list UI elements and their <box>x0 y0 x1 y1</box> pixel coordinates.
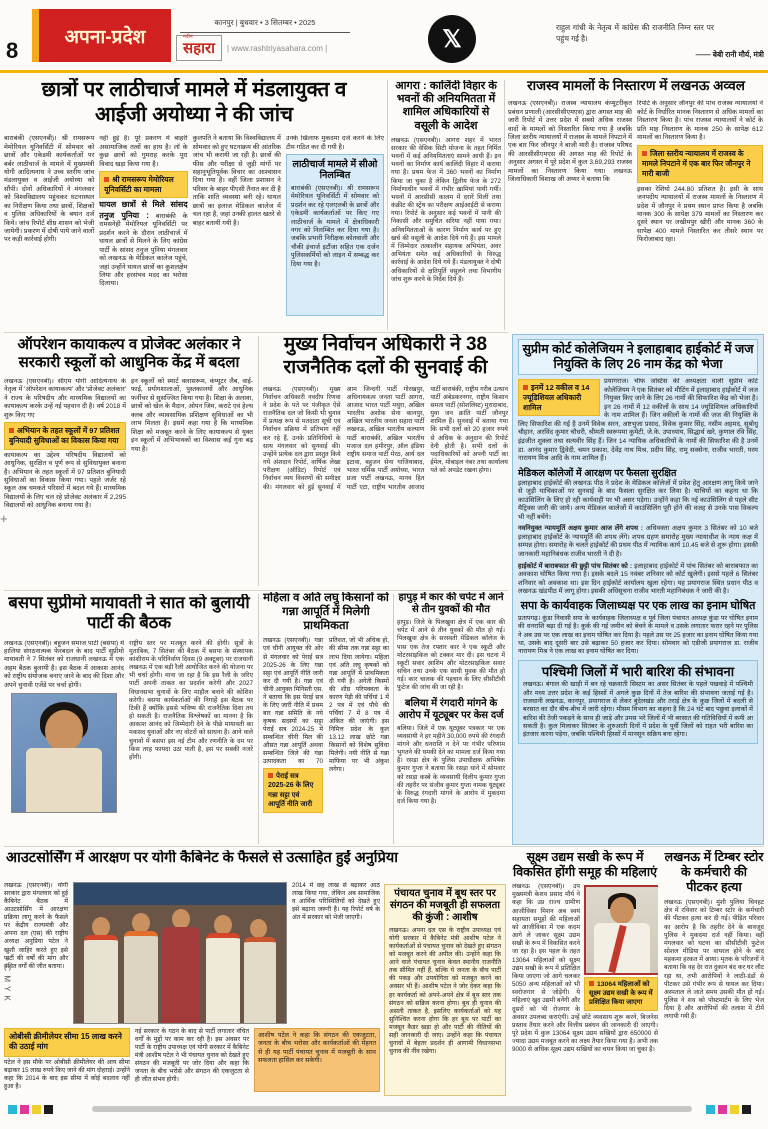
story-collegium <box>518 339 758 464</box>
highlight-box: ओबीसी क्रीमीलेयर सीमा 15 लाख करने की उठाई मांग <box>4 1028 130 1057</box>
article-timber-murder <box>664 850 764 1097</box>
article-column: इसका रेशियो 244.80 प्रतिशत है। इसी के साथ जनपदीय न्यायालयों में राजस्व मामलों के निस्तारण में प्रदेश में जौनपुर ने प्रथम स्थान प्राप्त किया है जबकि मानक 300 के सापेक्ष 379 मामलों का निस्तारण कर दूसरे स्थान पर लखीमपुर खीरी और मानक 360 के सापेक्ष 400 मामले निस्तारित कर तीसरे स्थान पर फिरोजाबाद रहा। <box>637 185 763 244</box>
dateline: कानपुर | बुधवार • 3 सितम्बर • 2025 <box>180 18 350 33</box>
registration-cross-icon: + <box>0 512 8 526</box>
article-column: इन स्कूलों को स्मार्ट क्लासरूम, कंप्यूटर लैब, वाई-फाई, प्रयोगशालाओं, पुस्तकालयों और आधुनिक फर्नीचर से सुसज्जित किया गया है। शिक्षा के अलावा, छात्रों को खेल के मैदान, ओपन जिम, कराटे एवं हेल्थ क्लब और व्यावसायिक प्रशिक्षण सुविधाओं का भी लाभ मिलता है। इसमें कहा गया है कि माध्यमिक शिक्षा को मजबूत करने के लिए कायाकल्प से युक्त इन स्कूलों में अभिभावकों का विश्वास कई गुना बढ़ गया है। <box>131 378 253 453</box>
article-headline: सूक्ष्म उद्यम सखी के रूप में विकसित होंगी समूह की महिलाएं <box>512 850 658 879</box>
cmyk-square-yellow <box>730 1105 739 1114</box>
column-rule <box>504 80 505 330</box>
article-headline: मुख्य निर्वाचन अधिकारी ने 38 राजनैतिक दलों की सुनवाई की <box>283 334 488 378</box>
section-title-box <box>32 9 171 62</box>
highlight-box: अभियान के तहत स्कूलों में 97 प्रतिशत बुनियादी सुविधाओं का विकास किया गया <box>4 422 126 450</box>
pull-quote-highlight: आशीष पटेल ने कहा कि संगठन की एकजुटता, जनता के बीच भरोसा और कार्यकर्ताओं की मेहनत से ही यह पार्टी पंचायत चुनाव में मजबूती के साथ सफलता हासिल कर सकेगी। <box>254 1028 380 1092</box>
article-headline: सपा के कार्यवाहक जिलाध्यक्ष पर एक लाख का इनाम घोषित <box>520 599 756 612</box>
highlight-box: श्री रामसरूप मेमोरियल यूनिवर्सिटी का मामला <box>99 171 187 199</box>
article-body: लखनऊ (एसएनबी)। उप मुख्यमंत्री केशव प्रसाद मौर्य ने कहा कि उप्र राज्य ग्रामीण आजीविका मिशन अब स्वयं सहायता समूहों की महिलाओं को आजीविका में एक कदम आगे ले जाकर सूक्ष्म उद्यम सखी के रूप में विकसित करने जा रहा है। इस पहल के तहत 13064 महिलाओं को सूक्ष्म उद्यम सखी के रूप में प्रशिक्षित किया जाएगा जो आगे चलकर 5050 अन्य महिलाओं को भी स्वरोजगार से जोड़ेंगी। ये महिलाएं खुद उद्यमी बनेंगी और दूसरों को भी रोजगार के अवसर उपलब्ध कराएंगी। उन्हें छोटे व्यवसाय शुरू करने, बिजनेस प्रस्ताव तैयार करने और वित्तीय प्रबंधन की जानकारी दी जाएगी। पूरे प्रदेश में कुल 13064 सूक्ष्म उद्यम सखियों द्वारा 650000 से ज्यादा उद्यम मजबूत करने का लक्ष्य तैयार किया गया है। अभी तक 9000 से अधिक सूक्ष्म उद्यम सखियों का चयन किया जा चुका है। <box>512 883 658 1054</box>
article-headline: बसपा सुप्रीमो मायावती ने सात को बुलायी पार्टी की बैठक <box>8 594 250 632</box>
article-bsp-meeting <box>4 594 254 844</box>
website: | www.rashtriyasahara.com | <box>227 43 328 53</box>
cmyk-square-black <box>44 1105 53 1114</box>
brand-super: नवीन <box>183 34 193 40</box>
row-rule <box>4 846 764 847</box>
article-headline: छात्रों पर लाठीचार्ज मामले में मंडलायुक्त व आईजी अयोध्या ने की जांच <box>41 78 347 126</box>
story-medical-reservation <box>518 468 758 597</box>
bullet-icon <box>523 385 528 390</box>
boxed-story-co-suspended <box>286 154 384 316</box>
article-headline: सुप्रीम कोर्ट कोलेजियम ने इलाहाबाद हाईकोर्ट में जज नियुक्ति के लिए 26 नाम केंद्र को भेजा <box>518 339 758 375</box>
mayawati-photo <box>11 693 117 813</box>
brand-logo: सहारा <box>183 40 216 57</box>
keshav-maurya-photo <box>584 885 658 975</box>
article-body: बलिया। जिले में एक यूट्यूबर पत्रकार पर एक व्यवसायी ने हर महीने 30,000 रुपये की रंगदारी मांगने और धनराशि न देने पर गंभीर परिणाम भुगतने की धमकी देने का मामला दर्ज किया गया है। रसड़ा क्षेत्र के पुलिस उपाधीक्षक अभिषेक कुमार गुप्ता ने बताया कि रसड़ा थाने में सोमवार को रसड़ा कस्बे के व्यवसायी दिलीप कुमार गुप्ता की तहरीर पर संजीव कुमार गुप्ता नामक यूट्यूबर के विरुद्ध रंगदारी मांगने के आरोप में मुकदमा दर्ज किया गया है। <box>397 724 505 806</box>
cabinet-event-photo <box>73 882 287 1024</box>
article-column: बाराबंकी के रामसनेही मेमोरियल यूनिवर्सिटी पर प्रदर्शन करने के दौरान लाठीचार्ज में घायल छात्रों से मिलने के लिए कांग्रेस पार्टी के सांसद तनुज पुनिया मंगलवार को लखनऊ के मेडिकल कालेज पहुंचे, जहां उन्होंने घायल छात्रों का कुशलक्षेम लिया और हरसंभव मदद का भरोसा दिलाया। <box>99 212 188 288</box>
article-headline: आगरा : कालिंदी विहार के भवनों की अनियमितता में शामिल अधिकारियों से वसूली के आदेश <box>395 80 497 132</box>
cmyk-square-cyan <box>8 1105 17 1114</box>
article-nirvachan <box>263 334 508 588</box>
article-udyam-sakhi <box>512 850 658 1097</box>
article-paragraph: नवनियुक्त न्यायमूर्ति अक्षय कुमार आज लेंगे शपथ : अधिवक्ता अक्षय कुमार 3 सितंबर को 10 बजे इलाहाबाद हाईकोर्ट के न्यायमूर्ति की शपथ लेंगे। शपथ ग्रहण समारोह मुख्य न्यायाधीश के न्याय कक्ष में सम्पन्न होगा। समारोह के चलते हाईकोर्ट की प्रथम पीठ में न्यायिक कार्य 10.45 बजे से शुरू होगा। इसकी जानकारी महानिबंधक राजीव भारती ने दी है। <box>518 525 758 558</box>
article-body: लखनऊ (एसएनबी)। मुंशी पुलिया चिनहट क्षेत्र में रविवार को टिम्बर स्टोर के कर्मचारी की पीटकर हत्या कर दी गई। पीड़ित परिवार का आरोप है कि तहरीर देने के बावजूद पुलिस ने मुकदमा दर्ज नहीं किया। वहीं मंगलवार को घटना का सीसीटीवी फुटेज सोशल मीडिया पर वायरल होने के बाद महकमा हरकत में आया। मृतक के परिजनों ने बताया कि वह देर रात दुकान बंद कर घर लौट रहा था, तभी आरोपियों ने लाठी-डंडों से पीटकर उसे गंभीर रूप से घायल कर दिया। अस्पताल ले जाते समय उसकी मौत हो गई। पुलिस ने शव को पोस्टमार्टम के लिए भेज दिया है और आरोपियों की तलाश में टीमें लगायी गयी हैं। <box>664 899 764 1021</box>
story-sapa-reward <box>518 600 758 657</box>
article-headline: बलिया में रंगदारी मांगने के आरोप में यूट्यूबर पर केस दर्ज <box>398 697 504 721</box>
photo-caption: 13064 महिलाओं को सूक्ष्म उद्यम सखी के रूप में प्रशिक्षित किया जाएगा <box>584 977 658 1011</box>
story-rain-forecast <box>518 660 758 744</box>
article-headline: लखनऊ में टिम्बर स्टोर के कर्मचारी की पीटकर हत्या <box>664 850 764 894</box>
article-body: प्रयागराज। चीफ जस्टिस की अध्यक्षता वाली सुप्रीम कोर्ट कोलेजियम ने एक सितंबर को मीटिंग में इलाहाबाद हाईकोर्ट में जज नियुक्त किए जाने के लिए 26 नामों की सिफारिश केंद्र को भेजा है। इन 26 नामों में 12 वकीलों के साथ 14 ज्यूडिशियल अधिकारियों के नाम शामिल हैं। जिन वकीलों के नामों की जज की नियुक्ति के लिए सिफारिश की गई है उनमें विवेक सरन, अष्टभुजा प्रसाद, विवेक कुमार सिंह, नसीम अहमद, सुबोधु चौहान, अरविंद कुमार चौधरी, श्रीमती स्वरूपमा कुमेटी, जे.के. उपाध्याय, सिद्धार्थ खरे, कुणाल रवि सिंह, इंद्रजीत शुक्ला तथा सत्यवीर सिंह हैं। जिन 14 न्यायिक अधिकारियों के नामों की सिफारिश की है उनमें डा. आनंद कुमार द्विवेदी, चमन प्रकाश, देवेंद्र नाथ मिश्र, प्रदीप सिंह, रामू सक्सेना, राजीव भारती, परम नारायण मिश्र आदि के नाम शामिल हैं। <box>518 378 758 463</box>
cmyk-square-yellow <box>32 1105 41 1114</box>
bullet-icon <box>268 773 273 778</box>
article-column: लखनऊ (एसएनबी)। राजस्व न्यायालय कंप्यूटरीकृत प्रबंधन प्रणाली (आरसीसीएमएस) द्वारा अगस्त माह की जारी रिपोर्ट में उत्तर प्रदेश में सबसे अधिक राजस्व वादों के मामलों को निस्तारित किया गया है जबकि जिला स्तरीय न्यायालयों में राजस्व के मामले निपटाने में एक बार फिर जौनपुर ने बाजी मारी है। राजस्व परिषद की आरसीसीएमएस की अगस्त माह की रिपोर्ट के अनुसार अगस्त में पूरे प्रदेश में कुल 3,69,293 राजस्व मामलों का निस्तारण किया गया। लखनऊ जिलाधिकारी विशाख जी अय्यर ने बताया कि <box>508 100 632 184</box>
article-headline: आउटसोर्सिंग में आरक्षण पर योगी कैबिनेट के फैसले से उत्साहित हुईं अनुप्रिया <box>6 850 398 866</box>
article-headline: ऑपरेशन कायाकल्प व प्रोजेक्ट अलंकार ने सरकारी स्कूलों को आधुनिक केंद्र में बदला <box>17 336 241 371</box>
section-title: अपना-प्रदेश <box>64 26 146 48</box>
cmyk-square-black <box>742 1105 751 1114</box>
masthead-rule <box>0 70 768 73</box>
highlight-box: इनमें 12 वकील व 14 ज्यूडिशियल अधिकारी शामिल <box>518 379 600 416</box>
article-column: कुलपति ने बताया कि विश्वविद्यालय में सोमवार को हुए घटनाक्रम की आंतरिक जांच भी करायी जा रही है। छात्रों की फीस और परीक्षा से जुड़ी मांगों पर सहानुभूतिपूर्वक विचार का आश्वासन दिया गया है। वहीं जिला प्रशासन ने परिसर के बाहर पीएसी तैनात कर दी है ताकि शांति व्यवस्था बनी रहे। घायल छात्रों का इलाज मेडिकल कालेज में चल रहा है, जहां उनकी हालत खतरे से बाहर बतायी गयी है। <box>192 135 281 227</box>
sub-headline: घायल छात्रों से मिले सांसद तनुज पुनिया : <box>99 200 188 220</box>
article-body: प्रतापगढ़। कुंडा निवासी सपा के कार्यवाहक जिलाध्यक्ष व पूर्व जिला पंचायत अध्यक्ष कुंडा पर घोषित इनाम की धनराशि बढ़ा दी गई है। कुर्क की गई जमीन को बेचने के मामले व उसके लगातार फरार रहने पर पुलिस ने अब उस पर एक लाख का इनाम घोषित कर दिया है। पहले उस पर 25 हजार का इनाम घोषित किया गया था, उसके बाद दूसरी बार उसे बढ़ाकर 50 हजार कर दिया। सोमवार को एडीजी प्रयागराज डा. राजीव नारायण मिश्र ने एक लाख का इनाम घोषित कर दिया। <box>518 615 758 656</box>
article-paragraph: इलाहाबाद हाईकोर्ट की लखनऊ पीठ ने प्रदेश के मेडिकल कॉलेजों में प्रवेश हेतु आरक्षण लागू किये जाने से जुड़ी याचिकाओं पर सुनवाई के बाद फैसला सुरक्षित कर लिया है। याचियों का कहना था कि काउंसिलिंग के लिए हो रही कार्यवाही पर भी असर पड़ेगा। उन्होंने कहा कि नई काउंसिलिंग से पहले सीट मैट्रिक्स जारी की जाये। अन्य मेडिकल कालेजों में काउंसिलिंग पूरी होने की वजह से उनके पास विकल्प भी नहीं बचेंगे। <box>518 479 758 521</box>
row-rule <box>4 332 508 333</box>
x-logo-icon: 𝕏 <box>428 15 476 63</box>
article-column: लखनऊ (एसएनबी)। योगी सरकार द्वारा मंगलवार को हुई कैबिनेट बैठक में आउटसोर्सिंग में आरक्षण प्रक्रिया लागू करने के फैसले पर केंद्रीय राज्यमंत्री और अपना दल (एस) की राष्ट्रीय अध्यक्ष अनुप्रिया पटेल ने खुशी जाहिर करते हुए इसे पार्टी की वर्षों की मांग और वंचित वर्गों की जीत बताया। <box>4 882 68 970</box>
column-briefs <box>397 592 505 844</box>
article-headline: पंचायत चुनाव में बूथ स्तर पर संगठन की मजबूती ही सफलता की कुंजी : आशीष <box>390 888 500 923</box>
article-column: नई सरकार के गठन के बाद से पार्टी लगातार वंचित वर्गों के मुद्दों पर काम कर रही है। इस अवसर पर पार्टी के राष्ट्रीय उपाध्यक्ष एवं योगी सरकार में कैबिनेट मंत्री आशीष पटेल ने भी पंचायत चुनाव को देखते हुए संगठन की मजबूती पर जोर दिया और कहा कि जनता के बीच भरोसे और संगठन की एकजुटता से ही जीत संभव होगी। <box>134 1028 249 1084</box>
article-column: राष्ट्रीय स्तर पर मजबूत करने की होगी। सूत्रों के मुताबिक, 7 सितंबर की बैठक में बसपा के संस्थापक कांशीराम के परिनिर्वाण दिवस (9 अक्टूबर) पर राजधानी लखनऊ में एक बड़ी रैली आयोजित करने की योजना पर भी चर्चा होगी। माना जा रहा है कि इस रैली के जरिए पार्टी अपनी ताकत का प्रदर्शन करेगी और 2027 विधानसभा चुनावों के लिए माहौल बनाने की कोशिश करेगी। बसपा कार्यकर्ताओं की निगाहें इस बैठक पर टिकी हैं क्योंकि इससे भविष्य की राजनैतिक दिशा तय हो सकती है। राजनैतिक विश्लेषकों का मानना है कि आकाश आनंद को जिम्मेदारी देने के पीछे मायावती का मकसद युवाओं और नए वोटरों को साधना है। आने वाले चुनावों में बसपा इस नई टीम और रणनीति के दम पर किस तरह फायदा उठा पाती है, इस पर सबकी नजरें होंगी। <box>129 639 253 761</box>
article-paragraph: हाईकोर्ट में बाराबफात की छुट्टी पांच सितंबर को : इलाहाबाद हाईकोर्ट में पांच सितंबर को बाराबफात का अवकाश घोषित किया गया है। इसके बदले 15 नवंबर शनिवार को कोर्ट खुलेगी। इससे पहले 6 सितंबर शनिवार को अवकाश था। इस दिन हाईकोर्ट कार्यालय खुला रहेगा। यह प्रयागराज स्थित प्रधान पीठ व लखनऊ खंडपीठ में लागू होगा। इसकी अधिसूचना राजीव भारती महानिबंधक ने जारी की है। <box>518 562 758 596</box>
article-column: बाराबंकी (एसएनबी)। श्री रामसरूप मेमोरियल यूनिवर्सिटी में सोमवार को छात्रों और एकेडमी कार्यकर्ताओं पर बर्बर लाठीचार्ज के मामले में मुख्यमंत्री योगी आदित्यनाथ ने उच्च स्तरीय जांच मंडलायुक्त व आईजी अयोध्या को सौंपी। दोनों अधिकारियों ने मंगलवार को विश्वविद्यालय पहुंचकर घटनास्थल का निरीक्षण किया तथा छात्रों, शिक्षकों व पुलिस अधिकारियों के बयान दर्ज किये। जांच रिपोर्ट शीघ्र शासन को भेजी जायेगी। प्रकरण में दोषी पाये जाने वालों पर कड़ी कार्रवाई होगी। <box>4 135 95 244</box>
bullet-icon <box>104 177 109 182</box>
article-column: उनके खिलाफ मुकदमा दर्ज करने के लिए टीम गठित कर दी गयी है। <box>285 135 384 151</box>
runin-headline: हाईकोर्ट में बाराबफात की छुट्टी पांच सितंबर को : <box>518 562 633 570</box>
cmyk-square-magenta <box>20 1105 29 1114</box>
article-body: लखनऊ (एसएनबी)। मुख्य निर्वाचन अधिकारी नवदीप रिणवा ने प्रदेश के पते पर पंजीकृत ऐसे राजनैतिक दल जो किसी भी चुनाव में प्रत्यक्ष रूप से मतदाता सूची एवं निर्वाचन प्रक्रिया में प्रतिभाग नहीं कर रहे हैं, उनके प्रतिनिधियों के साथ मंगलवार को सुनवाई की। उन्होंने प्रत्येक दल द्वारा प्रस्तुत किये गये अंशदान रिपोर्ट, वार्षिक लेखा परीक्षण (ऑडिट) रिपोर्ट एवं निर्वाचन व्यय विवरणों की समीक्षा की। मंगलवार को हुई सुनवाई में आम जिन्दगी पार्टी गोरखपुर, अधिनायकत्व जनता पार्टी आगरा, आजाद भारत पार्टी मथुरा, अखिल भारतीय अशोक सेना कानपुर, अखिल भारतीय जनता सहारा पार्टी लखनऊ, अखिल भारतीय कल्याण पार्टी बाराबंकी, अखिल भारतीय मजाज दल हमीरपुर, ऑल इंडिया राष्ट्रीय समाज पार्टी मेरठ, आर्य दल इटावा, बहुजन सेना गाजियाबाद, भारत धर्मिक पार्टी अयोध्या, भारत प्रजा पार्टी लखनऊ, मानव हित पार्टी एटा, राष्ट्रीय भारतीय आजाद पार्टी बाराबंकी, राष्ट्रीय गरीब उत्थान पार्टी अंबेडकरनगर, राष्ट्रीय किसान समता पार्टी (सोशलिस्ट) मुरादाबाद, युवा जन क्रांति पार्टी जौनपुर शामिल हैं। सुनवाई में बताया गया कि सभी दलों को 20 हजार रुपये से अधिक के अनुदान की रिपोर्ट देनी होती है। सभी दलों के पदाधिकारियों को अपनी पार्टी का ईमेल, मोबाइल नंबर तथा कार्यालय पते को अपडेट रखना होगा। <box>263 385 508 491</box>
runin-headline: नवनियुक्त न्यायमूर्ति अक्षय कुमार आज लेंगे शपथ : <box>518 525 643 533</box>
bullet-icon <box>589 981 594 986</box>
column-rule <box>387 80 388 330</box>
highlight-box: जिला स्तरीय न्यायालय में राजस्व के मामले निपटाने में एक बार फिर जौनपुर ने मारी बाजी <box>637 145 763 182</box>
box-body: बाराबंकी (एसएनबी)। श्री रामसरूप मेमोरियल यूनिवर्सिटी में सोमवार को प्रदर्शन कर रहे एलएलबी के छात्रों और एकेडमी कार्यकर्ताओं पर किए गए लाठीचार्ज के मामले में क्षेत्राधिकारी नगर को निलम्बित कर दिया गया है। जबकि प्रभारी निरीक्षक कोतवाली और चौकी इंचार्ज इटौंजा सहित एक दर्जन पुलिसकर्मियों को लाइन में सम्बद्ध कर दिया गया है। <box>290 184 380 268</box>
article-agra-kalindi <box>391 80 501 330</box>
cmyk-square-magenta <box>718 1105 727 1114</box>
court-news-panel <box>512 334 764 845</box>
article-column: लखनऊ (एसएनबी)। सीएम योगी आदित्यनाथ के नेतृत्व में 'ऑपरेशन कायाकल्प' और 'प्रोजेक्ट अलंकार' ने राज्य के परिषदीय और माध्यमिक विद्यालयों का कायाकल्प करके उन्हें नई पहचान दी है। वर्ष 2018 में शुरू किए गए <box>4 378 126 419</box>
cmyk-square-cyan <box>706 1105 715 1114</box>
column-rule <box>393 594 394 844</box>
article-headline: महिला व अति लघु किसानों को गन्ना आपूर्ति में मिलेगी प्राथमिकता <box>263 592 389 632</box>
column-rule <box>258 594 259 844</box>
article-body: हापुड़। जिले के पिलखुवा क्षेत्र में एक कार की चपेट में आने से तीन युवकों की मौत हो गई। पिलखुवा क्षेत्र के सरस्वती मेडिकल कॉलेज के पास एक तेज रफ्तार कार ने एक स्कूटी और मोटरसाइकिल को टक्कर मार दी। इस घटना में स्कूटी सवार आशिम और मोटरसाइकिल सवार सचिन तथा उनके एक साथी युवक की मौत हो गई। कार चालक की पहचान के लिए सीसीटीवी फुटेज की जांच की जा रही है। <box>397 619 505 692</box>
article-ganna-policy <box>263 592 389 844</box>
masthead <box>0 0 768 70</box>
article-column: रिपोर्ट के अनुसार जौनपुर की पांच राजस्व न्यायालयों ने कोर्ट के निर्धारित मानक निस्तारण से अधिक मामलों का निस्तारण किया है। पांच राजस्व न्यायालयों ने कोर्ट के प्रति माह निस्तारण के मानक 250 के सापेक्ष 612 मामलों का निस्तारण किया है। <box>637 100 763 141</box>
footer-bar <box>92 1106 692 1112</box>
article-column: कायाकल्प का उद्देश्य परिषदीय विद्यालयों को आधुनिक, सुरक्षित व पूर्ण रूप से सुविधायुक्त बनाना है। अभियान के तहत स्कूलों में 97 प्रतिशत बुनियादी सुविधाओं का विकास किया गया। पहले जर्जर रहे स्कूल अब चमकते परिसरों में बदल गये हैं। माध्यमिक विद्यालयों के लिए चल रहे प्रोजेक्ट अलंकार में 2,295 विद्यालयों को आधुनिक बनाया गया है। <box>4 451 126 510</box>
x-quote: राहुल गांधी के नेतृत्व में कांग्रेस की राजनीति निम्न स्तर पर पहुंच गई है। <box>556 23 714 44</box>
brand-block <box>176 33 406 63</box>
row-rule <box>4 590 508 591</box>
page-number: 8 <box>6 38 19 63</box>
article-body: प्रतिशत, जो भी अधिक हो, की सीमा तक गन्ना सट्टा का लाभ दिया जायेगा। महिला एवं अति लघु कृषकों को गन्ना आपूर्ति में प्राथमिकता दी गयी है। अगेती किस्मों की शीघ्र परिपक्वता के कारण पेड़ी की पर्चियां 1 में 2 पत्र में एवं पौधे की पर्चियां 7 में 8 पत्र में अंकित की जाएंगी। इस निमित्त प्रदेश के कुल 13.12 लाख छोटे गन्ना किसानों को विशेष सुविधा मिलेगी। नयी नीति से गन्ना माफिया पर भी अंकुश लगेगा। <box>329 637 389 774</box>
column-rule <box>258 336 259 586</box>
article-outsourcing <box>4 882 380 1097</box>
article-headline: पश्चिमी जिलों में भारी बारिश की संभावना <box>541 663 735 679</box>
article-body: लखनऊ। अपना दल एस के राष्ट्रीय उपाध्यक्ष एवं योगी सरकार में कैबिनेट मंत्री आशीष पटेल ने कार्यकर्ताओं से पंचायत चुनाव को देखते हुए संगठन को मजबूत करने की अपील की। उन्होंने कहा कि आने वाले पंचायत चुनाव केवल स्थानीय राजनीति तक सीमित नहीं हैं, बल्कि ये जनता के बीच पार्टी की पकड़ और उपयोगिता को मजबूत करने का अवसर भी हैं। आशीष पटेल ने जोर देकर कहा कि हर कार्यकर्ता को अपने-अपने क्षेत्र में बूथ स्तर तक संगठन को सक्रिय करना होगा। बूथ ही चुनाव की असली ताकत है, इसलिए कार्यकर्ताओं को यह सुनिश्चित करना होगा कि हर बूथ पर पार्टी का मजबूत कैडर खड़ा हो और पार्टी की नीतियों की सही जानकारी दी जाए। उन्होंने कहा कि पंचायत चुनावों में बेहतर प्रदर्शन ही आगामी विधानसभा चुनाव की नींव रखेगा। <box>389 927 501 1055</box>
article-rajasva-lucknow <box>508 78 764 330</box>
article-lathicharge <box>4 78 384 330</box>
bullet-icon <box>642 151 647 156</box>
x-quote-attribution: —— बेबी रानी मौर्य, मंत्री <box>695 50 764 59</box>
article-body: लखनऊ (एसएनबी)। आगरा शहर में भारत सरकार की वेसिक सिटी योजना के तहत निर्मित भवनों में कई अनियमितताएं सामने आयी हैं। इन भवनों का निर्माण कार्य कालिंदी विहार में कराया गया है। प्रथम फेज में 360 भवनों का निर्माण किया जा चुका है लेकिन द्वितीय फेज के 272 निर्माणाधीन भवनों में गंभीर खामियां पायी गयीं। भवनों में आरसीसी कालम में दरारें मिलीं तथा कंक्रीट की स्ट्रेंथ का परीक्षण आईआईटी से कराया गया। रिपोर्ट के अनुसार कई भवनों में पानी की निकासी और समुचित सरिया नहीं पाया गया। अनियमितताओं के कारण निर्माण कार्य पर हुए खर्च की वसूली के आदेश दिये गये हैं। इस मामले में जिम्मेदार तत्कालीन सहायक अभियंता, अवर अभियंता समेत कई अधिकारियों के विरुद्ध कार्रवाई के आदेश दिये गये हैं। मंडलायुक्त ने दोषी अधिकारियों से क्षतिपूर्ति वसूलने तथा विभागीय जांच शुरू करने के निर्देश दिये हैं। <box>391 136 501 283</box>
article-column: पटेल ने इस मौके पर ओबीसी क्रीमीलेयर की आय सीमा बढ़ाकर 15 लाख रुपये किए जाने की मांग दोहराई। उन्होंने कहा कि 2014 के बाद इस सीमा में कोई बदलाव नहीं हुआ है। <box>4 1058 130 1090</box>
article-column: नहीं हुई है। पूरे प्रकरण में बाहरी असामाजिक तत्वों का हाथ है। लॉ के कुछ छात्रों को गुमराह करके पूरा विवाद खड़ा किया गया है। <box>99 135 188 168</box>
article-panchayat <box>384 884 506 1096</box>
article-body: लखनऊ। बंगाल की खाड़ी में बन रहे चक्रवाती सिस्टम का असर सितंबर के पहले पखवाड़े में पश्चिमी और मध्य उत्तर प्रदेश के कई हिस्सों में अगले कुछ दिनों में तेज बारिश की संभावना जताई गई है। राजधानी लखनऊ, कानपुर, प्रयागराज से लेकर बुंदेलखंड और तराई क्षेत्र के कुछ जिलों में बदली से बरसात का दौर बीच-बीच में जारी रहेगा। मौसम विभाग का कहना है कि 24 घंटे बाद पछुवा इलाकों में बारिश की तेजी पकड़ने के साथ ही जाड़े और उमस भरे जिलों में भी बरसात की गतिविधियों में कमी आ सकती है। कुल मिलाकर सितंबर के शुरुआती दिनों में प्रदेश के पूर्वी जिलों को राहत भरी बारिश का इंतजार करना पड़ेगा, जबकि पश्चिमी हिस्सों में मानसून सक्रिय बना रहेगा। <box>523 681 753 739</box>
article-kayakalp <box>4 336 254 588</box>
highlight-box: पेराई सत्र 2025-26 के लिए गन्ना सट्टा एवं आपूर्ति नीति जारी <box>263 768 323 812</box>
cmyk-strip-vertical: + C M Y K <box>2 956 12 1002</box>
article-column: 2014 में छह लाख से बढ़ाकर आठ लाख किया गया, लेकिन अब सामाजिक व आर्थिक परिस्थितियों को देखते हुए इसे बढ़ाना जरूरी है। यह रिपोर्ट वर्ष के अंत में सरकार को भेजी जाएगी। <box>292 882 380 922</box>
article-body: लखनऊ (एसएनबी)। गन्ना एवं चीनी आयुक्त की ओर से मंगलवार को पेराई सत्र 2025-26 के लिए गन्ना सट्टा एवं आपूर्ति नीति जारी कर दी गयी है। गन्ना एवं चीनी आयुक्त मिनिस्ती एस. ने बताया कि इस पेराई सत्र के लिए जारी नीति में प्रथम बार गन्ना समिति के नये कृषक सदस्यों का सट्टा पेराई सत्र 2024-25 में सम्बन्धित चीनी मिल की औसत गन्ना आपूर्ति अथवा सम्बन्धित जिले की गन्ना उत्पादकता का 70 <box>263 637 323 766</box>
sub-headline: मेडिकल कॉलेजों में आरक्षण पर फैसला सुरक्षित <box>518 467 677 479</box>
box-headline: लाठीचार्ज मामले में सीओ निलम्बित <box>292 159 378 182</box>
article-headline: हापुड़ में कार की चपेट में आने से तीन युवकों की मौत <box>398 592 504 615</box>
article-column: लखनऊ (एसएनबी)। बहुजन समाज पार्टी (बसपा) में हालिया संगठनात्मक फेरबदल के बाद पार्टी सुप्रीमो मायावती ने 7 सितंबर को राजधानी लखनऊ में एक अहम बैठक बुलायी है। इस बैठक में आकाश आनंद को राष्ट्रीय संयोजक बनाए जाने के बाद की दिशा और अपने चुनावी एजेंडे पर चर्चा होगी। <box>4 639 124 689</box>
bullet-icon <box>9 428 14 433</box>
article-headline: राजस्व मामलों के निस्तारण में लखनऊ अव्वल <box>527 78 745 93</box>
